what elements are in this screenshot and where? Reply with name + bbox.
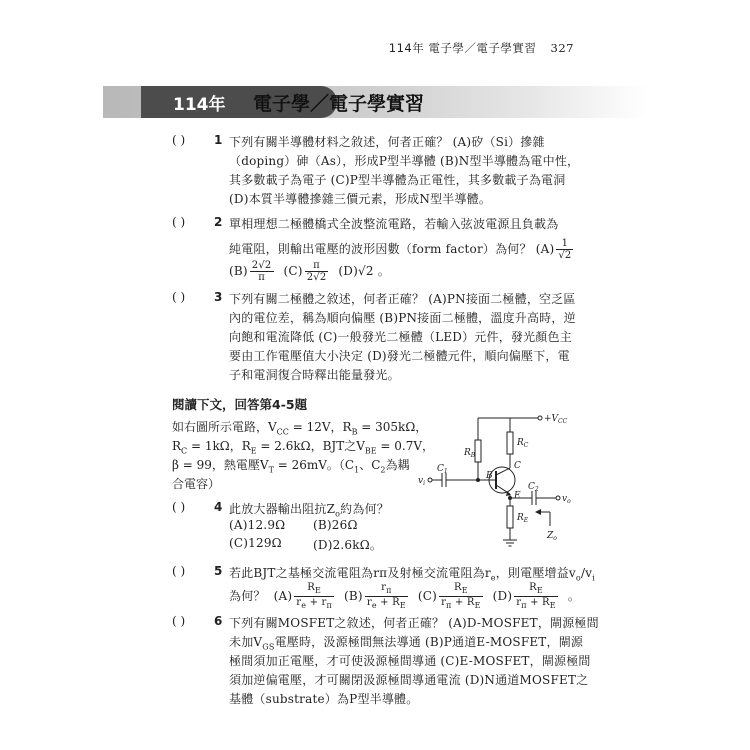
emitter-label: E	[514, 491, 521, 501]
question-line: 下列有關半導體材料之敘述，何者正確？ (A)矽（Si）摻雜	[229, 135, 545, 149]
option-b: (B)26Ω	[313, 518, 358, 532]
vcc-label: $+V_{CC}$	[544, 414, 568, 425]
section-heading: 閱讀下文，回答第4-5題	[172, 397, 308, 412]
fraction-a: $\frac{1}{√2}$	[558, 238, 572, 261]
running-title: 114年 電子學／電子學實習	[388, 41, 537, 55]
option-d: (D)2.6kΩ。	[313, 538, 383, 552]
answer-blank: ( )	[172, 500, 186, 514]
c2-label: $C_2$	[528, 482, 539, 493]
collector-label: C	[514, 461, 521, 471]
question-line	[229, 238, 575, 261]
question-line: 須加逆偏電壓，才可關閉汲源極間導通電流 (D)N通道MOSFET之	[229, 673, 589, 687]
question-line: （doping）砷（As），形成P型半導體 (B)N型半導體為電中性，	[229, 154, 580, 168]
question-line: 其多數載子為電子 (C)P型半導體為正電性，其多數載子為電洞	[229, 173, 566, 187]
base-label: B	[486, 471, 493, 481]
zo-arrow-icon	[535, 509, 541, 515]
fraction-b: $\frac{r_\pi}{r_e + R_E}$	[366, 582, 406, 610]
rc-label: $R_C$	[517, 438, 529, 449]
re-label: $R_E$	[517, 513, 529, 524]
vi-label: $v_i$	[418, 476, 426, 487]
question-number: 6	[214, 614, 223, 628]
question-line-text: 純電阻，則輸出電壓的波形因數（form factor）為何？ (A)	[229, 242, 555, 256]
question-number: 2	[214, 215, 223, 229]
answer-blank: ( )	[172, 290, 186, 304]
section-banner	[103, 86, 648, 118]
fraction-b: $\frac{2√2}{\pi}$	[251, 260, 272, 283]
question-line: 此放大器輸出阻抗$Z_o$約為何？	[229, 502, 389, 519]
passage-line: 合電容）	[172, 477, 221, 491]
passage-line: $R_C = 1k\Omega$，$R_E = 2.6k\Omega$，BJT之$V_{BE} = 0.7V$，	[172, 439, 435, 456]
zo-label: $Z_o$	[547, 531, 557, 542]
option-a: (A)12.9Ω	[229, 518, 286, 532]
question-line: 要由工作電壓值大小決定 (D)發光二極體元件，順向偏壓下，電	[229, 349, 570, 363]
passage-line: β = 99，熱電壓$V_T = 26mV$。（$C_1$、$C_2$為耦	[172, 458, 410, 475]
question-line: 若此BJT之基極交流電阻為rπ及射極交流電阻為$r_e$，則電壓增益$v_o/v_i$	[229, 566, 595, 583]
vo-label: $v_o$	[562, 494, 571, 505]
question-number: 1	[214, 133, 223, 147]
question-line: 子和電洞復合時釋出能量發光。	[229, 368, 400, 382]
page-number: 327	[550, 41, 574, 55]
fraction-d: $\frac{R_E}{r_\pi + R_E}$	[516, 582, 556, 610]
question-line: 向飽和電流降低 (C)一般發光二極體（LED）元件，發光顏色主	[229, 330, 572, 344]
question-number: 5	[214, 564, 223, 578]
question-line: 未加$V_{GS}$電壓時，汲源極間無法導通 (B)P通道E-MOSFET，閘源	[229, 635, 584, 652]
question-line: 下列有關MOSFET之敘述，何者正確？ (A)D-MOSFET，閘源極間	[229, 616, 599, 630]
banner-title: 電子學／電子學實習	[253, 93, 425, 115]
question-line: 基體（substrate）為P型半導體。	[229, 692, 419, 706]
question-number: 3	[214, 290, 223, 304]
answer-blank: ( )	[172, 564, 186, 578]
question-number: 4	[214, 500, 223, 514]
question-line: (D)本質半導體摻雜三價元素，形成N型半導體。	[229, 192, 492, 206]
question-line: 下列有關二極體之敘述，何者正確？ (A)PN接面二極體，空乏區	[229, 292, 576, 306]
question-line: 極間須加正電壓，才可使汲源極間導通 (C)E-MOSFET，閘源極間	[229, 654, 591, 668]
running-header	[389, 40, 574, 56]
passage-line: 如右圖所示電路，$V_{CC} = 12V$，$R_B = 305k\Omega$，	[172, 420, 428, 437]
banner-year: 114年	[173, 95, 226, 115]
option-d: (D)√2 。	[338, 264, 390, 278]
c1-label: $C_1$	[437, 464, 448, 475]
option-c: (C)129Ω	[229, 536, 282, 550]
question-options: (B) $\frac{2√2}{\pi}$ (C) $\frac{\pi}{2√2}$ (D)√2 。	[229, 260, 390, 283]
fraction-c: $\frac{R_E}{r_\pi + R_E}$	[441, 582, 481, 610]
question-line: 內的電位差，稱為順向偏壓 (B)PN接面二極體，溫度升高時，逆	[229, 311, 576, 325]
fraction-a: $\frac{R_E}{r_e + r_\pi}$	[296, 582, 332, 610]
answer-blank: ( )	[172, 215, 186, 229]
question-options: 為何？ (A) $\frac{R_E}{r_e + r_\pi}$ (B) $\frac{r_\pi}{r_e + R_E}$ (C) $\frac{R_E}{r_\pi + R_E}$ (D) $\frac{R_E}{r_\pi + R_E}$ 。	[229, 582, 581, 610]
rb-label: $R_B$	[464, 448, 476, 459]
fraction-c: $\frac{\pi}{2√2}$	[306, 260, 327, 283]
answer-blank: ( )	[172, 133, 186, 147]
answer-blank: ( )	[172, 614, 186, 628]
bjt-circuit-diagram	[410, 408, 590, 558]
question-line: 單相理想二極體橋式全波整流電路，若輸入弦波電源且負載為	[229, 217, 559, 231]
